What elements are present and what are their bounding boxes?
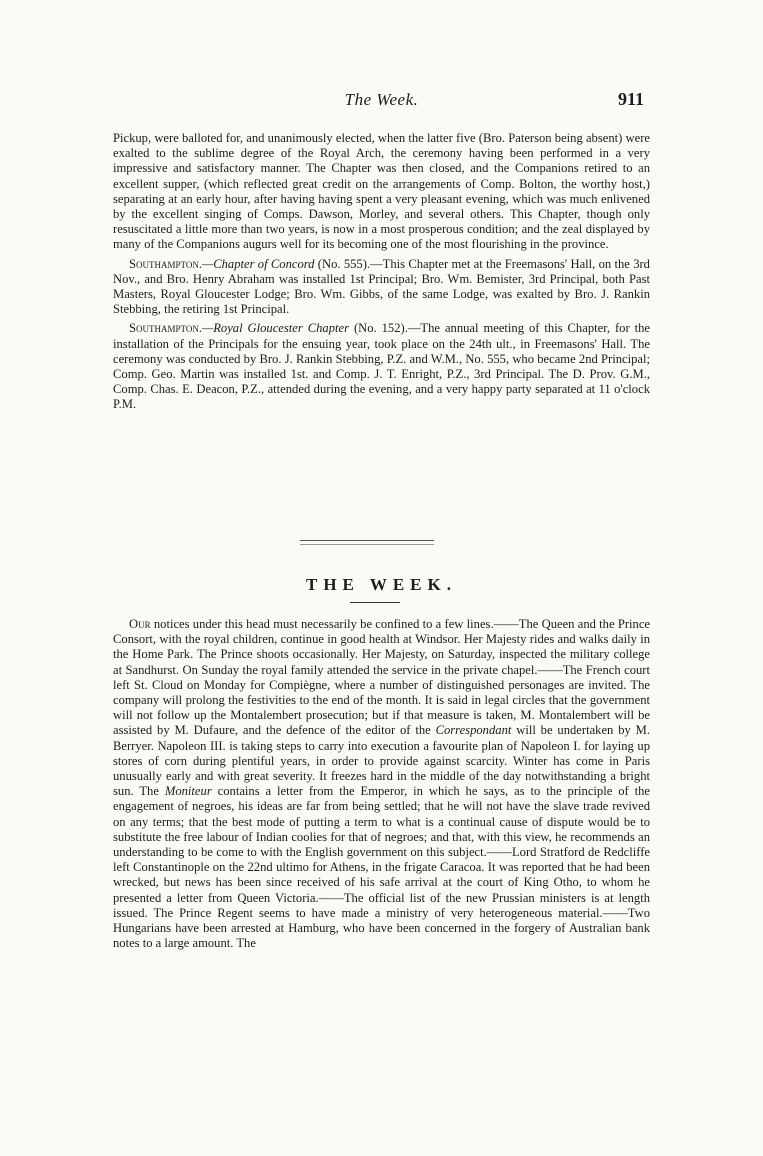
- report-place: Southampton.: [129, 321, 202, 336]
- report-body: (No. 152).—The annual meeting of this Chapter, for the installation of the Principals for the ensuing year, took place on the 24th ult., in Freemasons' Hall. The ceremony was conducted by Bro. J. Rankin Stebbing, P.Z. and W.M., No. 555, who became 2nd Principal; Comp. Geo. Martin was installed 1st. and Comp. J. T. Enright, P.Z., 3rd Principal. The D. Prov. G.M., Comp. Chas. E. Deacon, P.Z., attended during the evening, and a very happy party separated at 11 o'clock P.M.: [113, 321, 650, 412]
- chapter-report-continuation: Pickup, were balloted for, and unanimously elected, when the latter five (Bro. Paterson being absent) were exalted to the sublime degree of the Royal Arch, the ceremony having been performed in a very impressive and satisfactory manner. The Chapter was then closed, and the Companions retired to an excellent supper, (which reflected great credit on the arrangements of Comp. Bolton, the worthy host,) separating at an early hour, after having having spent a very pleasant evening, which was much enlivened by the excellent singing of Comps. Dawson, Morley, and several others. This Chapter, though only resuscitated a little more than two years, is now in a most prosperous condition; and the zeal displayed by many of the Companions augurs well for its becoming one of the most flourishing in the province.: [113, 131, 650, 252]
- week-section-body: [113, 617, 650, 955]
- week-paragraph: [113, 617, 650, 951]
- journal-name: Moniteur: [164, 784, 212, 799]
- page-number: 911: [618, 89, 645, 109]
- section-divider: [300, 540, 434, 545]
- report-chapter-title: —Royal Gloucester Chapter: [202, 321, 349, 336]
- report-chapter-title: —Chapter of Concord: [202, 256, 315, 271]
- week-text-c: contains a letter from the Emperor, in which he says, as to the principle of the engagement of negroes, his ideas are far from being settled; that he will not have the slave trade revived on any terms; that the best mode of putting a term to what is a continual cause of dispute would be to substitute the free labour of Indian coolies for that of negroes; and that, with this view, he recommends an understanding to be come to with the English government on this subject.——Lord Stratford de Redcliffe left Constantinople on the 22nd ultimo for Athens, in the frigate Caracoa. It was reported that he had been wrecked, but news has been since received of his safe arrival at the court of King Otho, to whom he presented a letter from Queen Victoria.——The official list of the new Prussian ministers is at length issued. The Prince Regent seems to have made a ministry of very heterogeneous material.——Two Hungarians have been arrested at Hamburg, who have been concerned in the forgery of Australian bank notes to a large amount. The: [113, 784, 651, 951]
- running-title: The Week.: [344, 90, 419, 109]
- week-text-b: will be undertaken by M. Berryer. Napoleon III. is taking steps to carry into execution a favourite plan of Napoleon I. for laying up stores of corn during plentiful years, in order to provide against scarcity. Winter has come in Paris unusually early and with great severity. It freezes hard in the middle of the day notwithstanding a bright sun. The: [113, 723, 650, 799]
- section-heading: THE WEEK.: [306, 575, 457, 594]
- report-body: (No. 555).—This Chapter met at the Freemasons' Hall, on the 3rd Nov., and Bro. Henry Abraham was installed 1st Principal; Bro. Wm. Bemister, 3rd Principal, both Past Masters, Royal Gloucester Lodge; Bro. Wm. Gibbs, of the same Lodge, was exalted by Bro. J. Rankin Stebbing, the retiring 1st Principal.: [113, 256, 650, 317]
- heading-underline: [350, 602, 400, 603]
- chapter-reports: [113, 131, 650, 417]
- week-text-a: notices under this head must necessarily be confined to a few lines.——The Queen and the Prince Consort, with the royal children, continue in good health at Windsor. Her Majesty rides and walks daily in the Home Park. The Prince shoots occasionally. Her Majesty, on Saturday, inspected the military college at Sandhurst. On Sunday the royal family attended the service in the private chapel.——The French court left St. Cloud on Monday for Compiègne, where a number of distinguished personages are invited. The company will prolong the festivities to the end of the month. It is said in legal circles that the government will not follow up the Montalembert prosecution; but if that measure is taken, M. Montalembert will be assisted by M. Dufaure, and the defence of the editor of the: [113, 617, 650, 738]
- lead-word: Our: [129, 617, 151, 631]
- report-place: Southampton.: [129, 256, 202, 271]
- chapter-report-concord: [113, 257, 650, 318]
- journal-name: Correspondant: [435, 723, 512, 738]
- chapter-report-royal-gloucester: [113, 321, 650, 412]
